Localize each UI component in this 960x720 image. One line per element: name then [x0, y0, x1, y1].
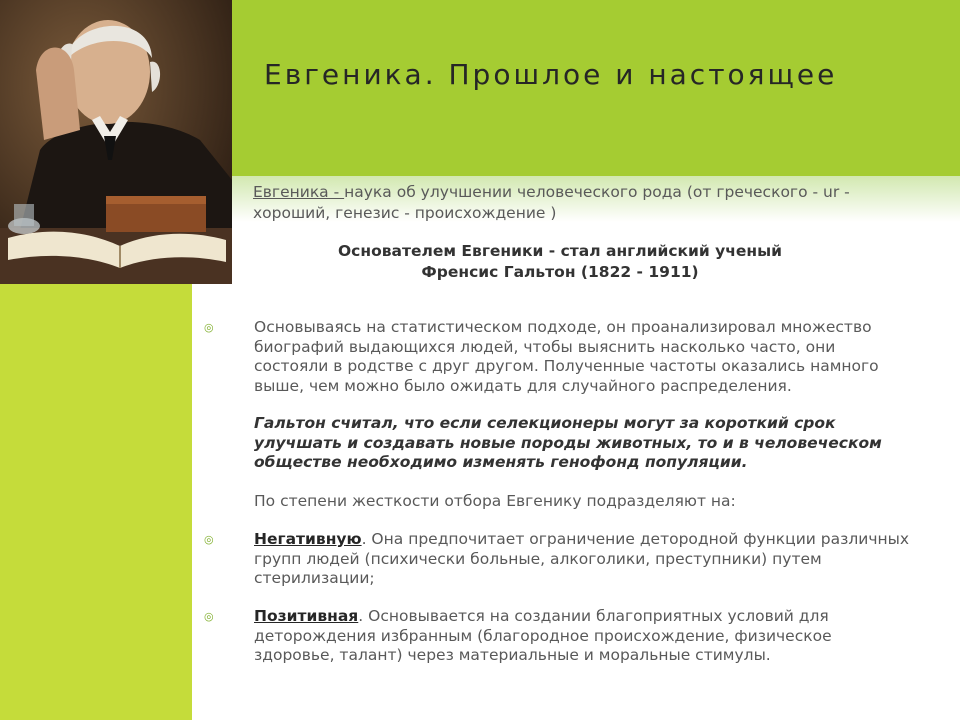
bullet-icon: ◎: [204, 610, 214, 623]
bullet-icon: ◎: [204, 533, 214, 546]
founder-line-1: Основателем Евгеники - стал английский ученый: [338, 242, 782, 260]
positive-text: . Основывается на создании благоприятных условий для деторождения избранным (благородное происхождение, физическое здоровье, талант) через материальные и моральные стимулы.: [254, 607, 832, 664]
slide-title: Евгеника. Прошлое и настоящее: [264, 58, 838, 91]
negative-term: Негативную: [254, 530, 362, 548]
list-item-positive: [254, 607, 914, 666]
founder-statement: [250, 241, 870, 283]
paragraph-classification: По степени жесткости отбора Евгенику подразделяют на:: [254, 492, 736, 510]
definition-term: Евгеника -: [253, 183, 345, 201]
galton-portrait: [0, 0, 232, 284]
negative-text: . Она предпочитает ограничение детородной функции различных групп людей (психически больные, алкоголики, преступники) путем стерилизации;: [254, 530, 910, 587]
list-item-negative: [254, 530, 914, 589]
definition-text: наука об улучшении человеческого рода (от греческого - ur - хороший, генезис - происхождение ): [253, 183, 850, 222]
bullet-icon: ◎: [204, 321, 214, 334]
founder-line-2: Френсис Гальтон (1822 - 1911): [421, 263, 699, 281]
left-accent-band: [0, 284, 192, 720]
paragraph-galton-view: Гальтон считал, что если селекционеры могут за короткий срок улучшать и создавать новые породы животных, то и в человеческом обществе необходимо изменять генофонд популяции.: [254, 414, 882, 471]
positive-term: Позитивная: [254, 607, 359, 625]
paragraph-statistics: Основываясь на статистическом подходе, он проанализировал множество биографий выдающихся людей, чтобы выяснить насколько часто, они состояли в родстве с друг другом. Полученные частоты оказались намного выше, чем можно было ожидать для случайного распределения.: [254, 318, 879, 395]
definition: [253, 182, 913, 224]
